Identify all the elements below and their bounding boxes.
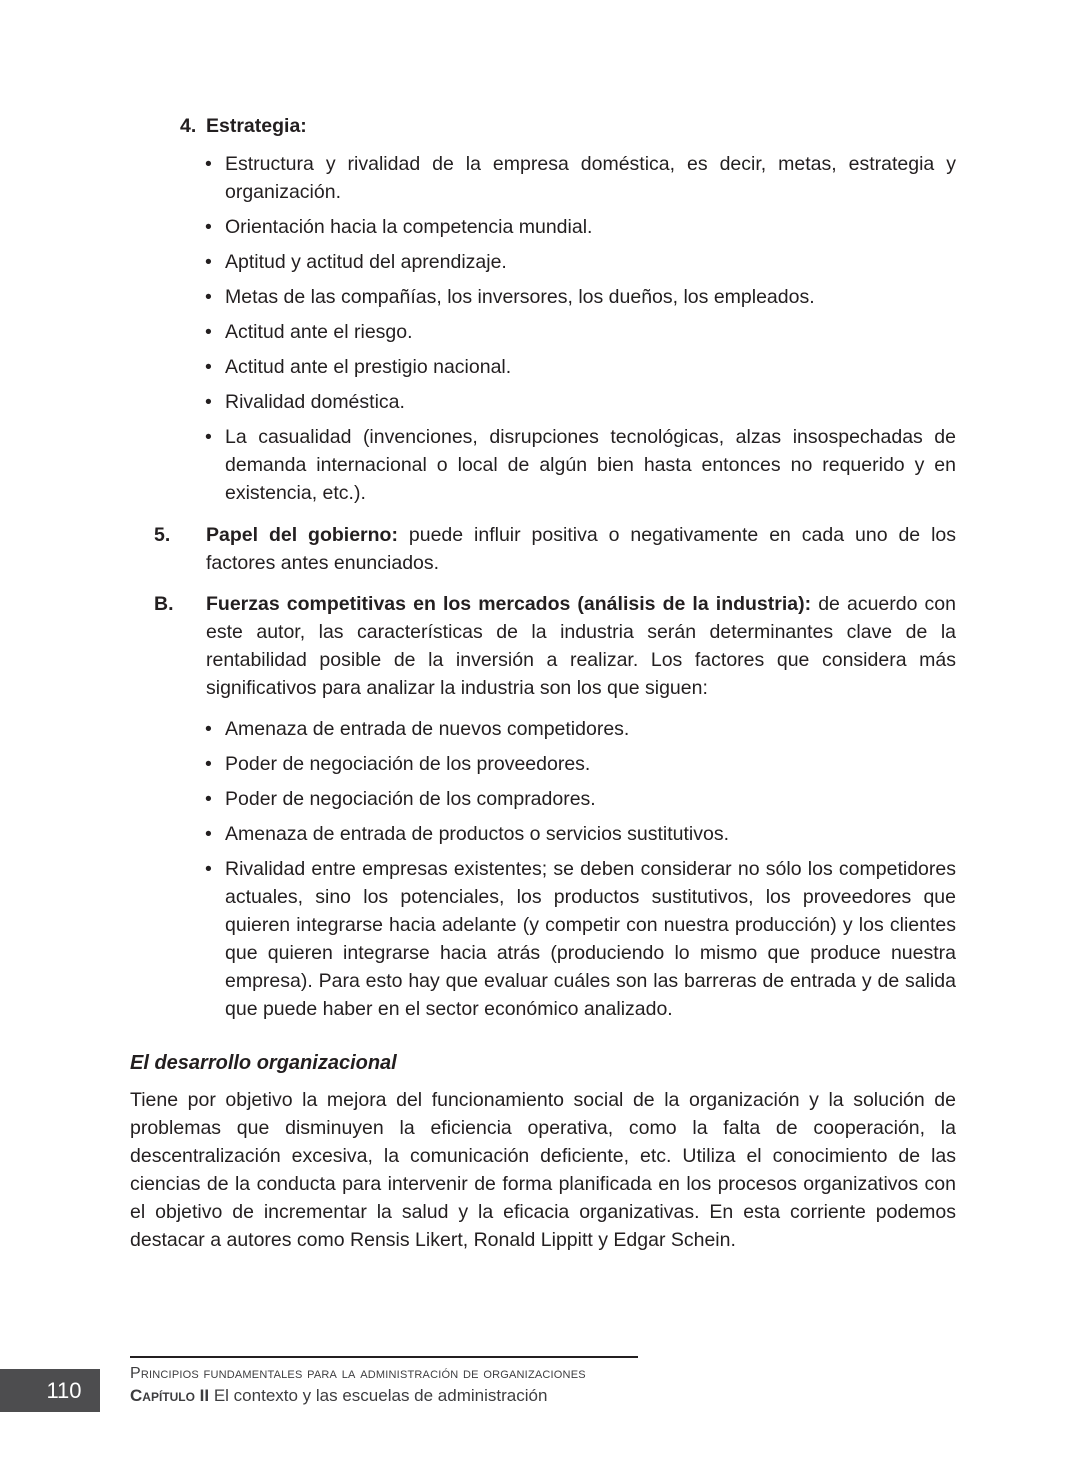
list-item-5-title: Papel del gobierno: <box>206 524 398 546</box>
list-item-B-text: de acuerdo con este autor, las características de la industria serán determinantes clave de la rentabilidad posible de la inversión a realizar. Los factores que considera más significativos para analizar la industria son los que siguen: <box>206 593 956 699</box>
section-heading: El desarrollo organizacional <box>130 1052 397 1074</box>
list-item-5-text: puede influir positiva o negativamente en cada uno de los factores antes enunciados. <box>206 524 957 574</box>
footer-chapter-title: El contexto y las escuelas de administración <box>209 1386 548 1405</box>
list-item: • Amenaza de entrada de nuevos competidores. <box>225 715 956 743</box>
list-item-4-heading <box>180 112 956 140</box>
list-item: • Orientación hacia la competencia mundial. <box>225 213 956 241</box>
list-item: • Rivalidad doméstica. <box>225 388 956 416</box>
footer-divider <box>130 1356 638 1358</box>
list-item-5-number: 5. <box>154 524 171 546</box>
footer-chapter-label: Capítulo II <box>130 1386 210 1405</box>
list-item: • Amenaza de entrada de productos o servicios sustitutivos. <box>225 820 956 848</box>
list-item: • Estructura y rivalidad de la empresa doméstica, es decir, metas, estrategia y organización. <box>225 150 956 206</box>
list-item-4-title: Estrategia: <box>206 115 307 137</box>
list-item: • Poder de negociación de los compradores. <box>225 785 956 813</box>
footer-series-title: Principios fundamentales para la administración de organizaciones <box>130 1365 586 1382</box>
footer-chapter-line <box>130 1384 586 1408</box>
list-item-B-title: Fuerzas competitivas en los mercados (análisis de la industria): <box>206 593 812 615</box>
list-item: • La casualidad (invenciones, disrupciones tecnológicas, alzas insospechadas de demanda internacional o local de algún bien hasta entonces no requerido y en existencia, etc.). <box>225 423 956 507</box>
list-item-B <box>130 590 956 702</box>
list-item-B-number: B. <box>154 593 174 615</box>
page-number-badge <box>0 1369 100 1412</box>
page-content <box>130 112 956 1254</box>
body-paragraph: Tiene por objetivo la mejora del funcionamiento social de la organización y la solución de problemas que disminuyen la eficiencia operativa, como la falta de cooperación, la descentralización excesiva, la comunicación deficiente, etc. Utiliza el conocimiento de las ciencias de la conducta para intervenir de forma planificada en los procesos organizativos con el objetivo de incrementar la salud y la eficacia organizativas. En esta corriente podemos destacar a autores como Rensis Likert, Ronald Lippitt y Edgar Schein. <box>130 1089 956 1251</box>
list-item: • Rivalidad entre empresas existentes; se deben considerar no sólo los competidores actuales, sino los potenciales, los productos sustitutivos, los proveedores que quieren integrarse hacia adelante (y competir con nuestra producción) y los clientes que quieren integrarse hacia atrás (produciendo lo mismo que produce nuestra empresa). Para esto hay que evaluar cuáles son las barreras de entrada y de salida que puede haber en el sector económico analizado. <box>225 855 956 1023</box>
list-item: • Actitud ante el prestigio nacional. <box>225 353 956 381</box>
item-B-bullet-list <box>130 715 956 1023</box>
list-item-4-number: 4. <box>180 115 197 137</box>
list-item: • Aptitud y actitud del aprendizaje. <box>225 248 956 276</box>
page-number: 110 <box>46 1377 82 1403</box>
list-item: • Actitud ante el riesgo. <box>225 318 956 346</box>
list-item: • Metas de las compañías, los inversores, los dueños, los empleados. <box>225 283 956 311</box>
list-item-5 <box>130 521 956 577</box>
page-footer <box>130 1363 586 1408</box>
item-4-bullet-list <box>130 150 956 507</box>
list-item: • Poder de negociación de los proveedores. <box>225 750 956 778</box>
